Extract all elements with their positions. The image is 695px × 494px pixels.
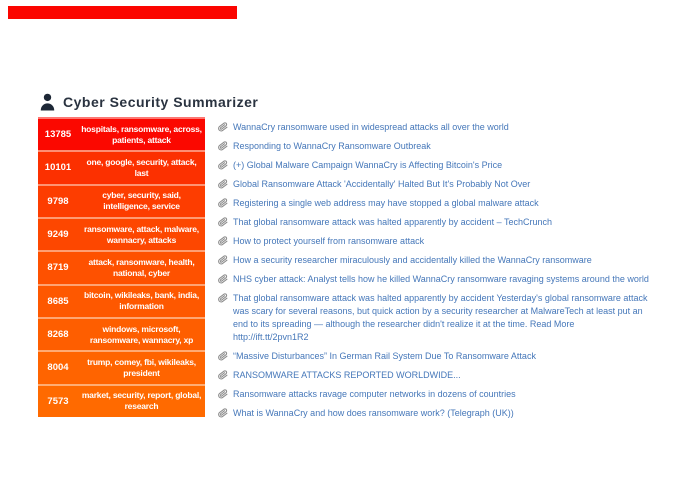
topic-count: 8268: [47, 329, 69, 341]
headline-item: [218, 350, 650, 363]
paperclip-icon: [218, 198, 228, 208]
paperclip-icon: [218, 255, 228, 265]
headline-link[interactable]: Ransomware attacks ravage computer networks in dozens of countries: [233, 389, 516, 399]
headline-item: [218, 140, 650, 153]
topic-keywords: one, google, security, attack, last: [86, 156, 197, 178]
headline-list: [218, 121, 650, 426]
topic-row[interactable]: [38, 350, 205, 383]
person-icon: [39, 92, 56, 112]
paperclip-icon: [218, 408, 228, 418]
top-red-bar: [8, 6, 237, 19]
paperclip-icon: [218, 351, 228, 361]
headline-item: [218, 273, 650, 286]
topic-keywords: hospitals, ransomware, across, patients, attack: [81, 123, 202, 145]
paperclip-icon: [218, 293, 228, 303]
topic-row[interactable]: [38, 250, 205, 283]
headline-item: [218, 159, 650, 172]
headline-item: [218, 197, 650, 210]
topic-table: [38, 117, 205, 417]
paperclip-icon: [218, 160, 228, 170]
paperclip-icon: [218, 179, 228, 189]
paperclip-icon: [218, 389, 228, 399]
topic-keywords: attack, ransomware, health, national, cyber: [88, 256, 195, 278]
topic-count: 7573: [47, 395, 69, 407]
headline-item: [218, 216, 650, 229]
topic-keywords: windows, microsoft, ransomware, wannacry, xp: [89, 323, 194, 345]
topic-count: 8685: [47, 295, 69, 307]
topic-count: 9798: [47, 195, 69, 207]
topic-count: 8004: [47, 362, 69, 374]
topic-keywords: market, security, report, global, research: [81, 390, 202, 412]
topic-row[interactable]: [38, 150, 205, 183]
topic-row[interactable]: [38, 284, 205, 317]
headline-item: [218, 388, 650, 401]
topic-count: 13785: [44, 129, 72, 141]
headline-link[interactable]: Registering a single web address may have stopped a global malware attack: [233, 198, 539, 208]
topic-count: 10101: [44, 162, 72, 174]
topic-row[interactable]: [38, 117, 205, 150]
topic-row[interactable]: [38, 184, 205, 217]
headline-item: [218, 369, 650, 382]
topic-keywords: bitcoin, wikileaks, bank, india, information: [84, 290, 199, 312]
headline-item: [218, 178, 650, 191]
headline-link[interactable]: How to protect yourself from ransomware attack: [233, 236, 425, 246]
paperclip-icon: [218, 141, 228, 151]
topic-row[interactable]: [38, 217, 205, 250]
headline-link[interactable]: How a security researcher miraculously and accidentally killed the WannaCry ransomware: [233, 255, 592, 265]
paperclip-icon: [218, 370, 228, 380]
topic-count: 8719: [47, 262, 69, 274]
paperclip-icon: [218, 274, 228, 284]
headline-link[interactable]: That global ransomware attack was halted apparently by accident – TechCrunch: [233, 217, 553, 227]
topic-keywords: ransomware, attack, malware, wannacry, attacks: [84, 223, 199, 245]
headline-item: [218, 121, 650, 134]
headline-link[interactable]: What is WannaCry and how does ransomware work? (Telegraph (UK)): [233, 408, 514, 418]
paperclip-icon: [218, 217, 228, 227]
headline-item: [218, 254, 650, 267]
headline-item: [218, 235, 650, 248]
headline-link[interactable]: “Massive Disturbances” In German Rail System Due To Ransomware Attack: [233, 351, 536, 361]
headline-link[interactable]: NHS cyber attack: Analyst tells how he killed WannaCry ransomware ravaging systems around the world: [233, 274, 649, 284]
topic-row[interactable]: [38, 317, 205, 350]
headline-item: [218, 292, 650, 344]
app-header: [39, 92, 258, 112]
headline-link[interactable]: That global ransomware attack was halted apparently by accident Yesterday's global ransomware attack was scary for several reasons, but quick action by a security researcher at MalwareTech at least put an end to its spreading — although the researcher didn't realize it at the time. Read More http://ift.tt/2pvn1R2: [233, 293, 648, 342]
headline-link[interactable]: Responding to WannaCry Ransomware Outbreak: [233, 141, 431, 151]
headline-link[interactable]: (+) Global Malware Campaign WannaCry is Affecting Bitcoin's Price: [233, 160, 503, 170]
headline-link[interactable]: Global Ransomware Attack 'Accidentally' Halted But It's Probably Not Over: [233, 179, 531, 189]
topic-keywords: trump, comey, fbi, wikileaks, president: [87, 356, 196, 378]
page-title: Cyber Security Summarizer: [63, 94, 259, 110]
topic-count: 9249: [47, 229, 69, 241]
paperclip-icon: [218, 122, 228, 132]
headline-item: [218, 407, 650, 420]
headline-link[interactable]: RANSOMWARE ATTACKS REPORTED WORLDWIDE...: [233, 370, 461, 380]
topic-keywords: cyber, security, said, intelligence, service: [102, 190, 181, 212]
headline-link[interactable]: WannaCry ransomware used in widespread attacks all over the world: [233, 122, 509, 132]
topic-row[interactable]: [38, 384, 205, 417]
paperclip-icon: [218, 236, 228, 246]
